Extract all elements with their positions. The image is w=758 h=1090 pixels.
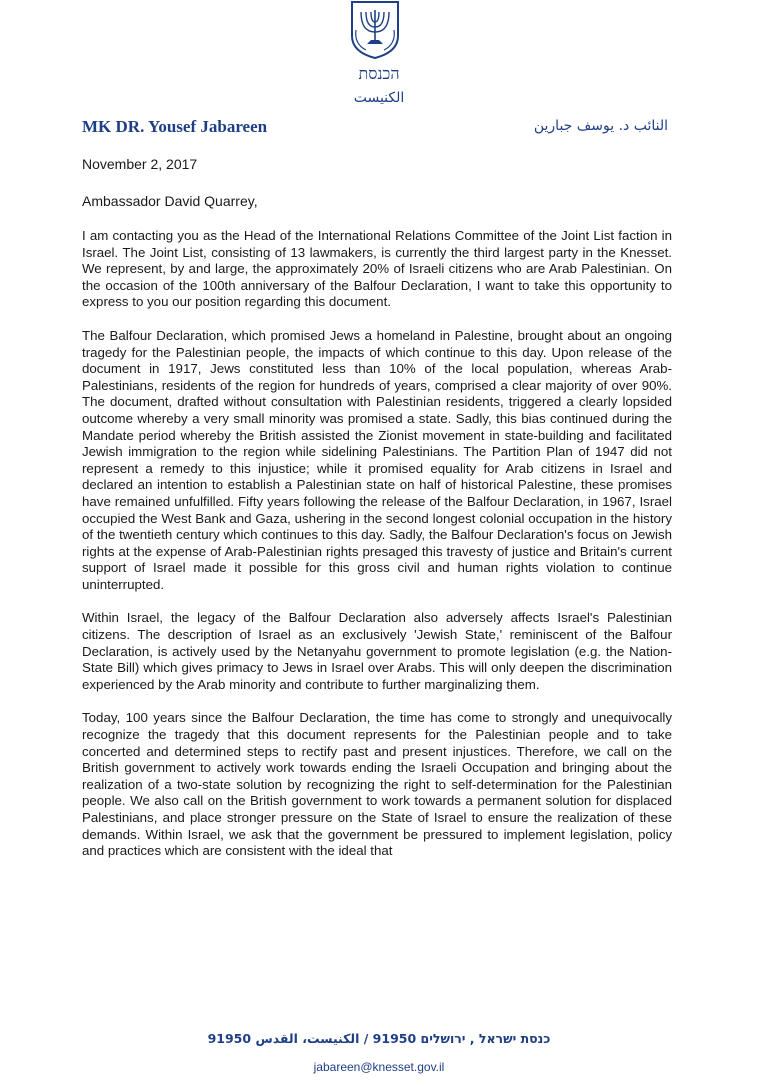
letter-date: November 2, 2017 bbox=[82, 156, 198, 172]
footer-email-link[interactable]: jabareen@knesset.gov.il bbox=[313, 1060, 445, 1074]
body-paragraph: Within Israel, the legacy of the Balfour Declaration also adversely affects Israel's Palestinian citizens. The description of Israel as an exclusively 'Jewish State,' reminiscent of the Balfour Declaration, is actively used by the Netanyahu government to promote legislation (e.g. the Nation-State Bill) which gives primacy to Jews in Israel over Arabs. This will only deepen the discrimination experienced by the Arab minority and contribute to further marginalizing them. bbox=[82, 610, 672, 692]
footer-address: כנסת ישראל , ירושלים 91950 / الكنيست، القدس 91950 bbox=[207, 1031, 551, 1046]
sender-name-english: MK DR. Yousef Jabareen bbox=[82, 117, 268, 136]
sender-name-arabic: النائب د. يوسف جبارين bbox=[533, 118, 668, 134]
body-paragraph: I am contacting you as the Head of the International Relations Committee of the Joint List faction in Israel. The Joint List, consisting of 13 lawmakers, is currently the third largest party in the Knesset. We represent, by and large, the approximately 20% of Israeli citizens who are Arab Palestinian. On the occasion of the 100th anniversary of the Balfour Declaration, I want to take this opportunity to express to you our position regarding this document. bbox=[82, 228, 672, 310]
body-paragraph: Today, 100 years since the Balfour Declaration, the time has come to strongly and unequivocally recognize the tragedy that this document represents for the Palestinian people and to take concerted and determined steps to rectify past and present injustices. Therefore, we call on the British government to actively work towards ending the Israeli Occupation and bringing about the realization of a two-state solution by recognizing the right to self-determination for the Palestinian people. We also call on the British government to work towards a permanent solution for displaced Palestinians, and place stronger pressure on the State of Israel to ensure the realization of these demands. Within Israel, we ask that the government be pressured to implement legislation, policy and practices which are consistent with the ideal that bbox=[82, 710, 672, 859]
body-paragraph: The Balfour Declaration, which promised Jews a homeland in Palestine, brought about an ongoing tragedy for the Palestinian people, the impacts of which continue to this day. Upon release of the document in 1917, Jews constituted less than 10% of the local population, whereas Arab-Palestinians, residents of the region for hundreds of years, comprised a clear majority of over 90%. The document, drafted without consultation with Palestinian residents, triggered a clearly lopsided outcome whereby a very small minority was promised a state. Sadly, this bias continued during the Mandate period whereby the British assisted the Zionist movement in state-building and facilitated Jewish immigration to the region while sidelining Palestinians. The Partition Plan of 1947 did not represent a remedy to this injustice; while it promised equality for Arab citizens in Israel and declared an intention to establish a Palestinian state on half of historical Palestine, these promises have remained unfulfilled. Fifty years following the release of the Balfour Declaration, in 1967, Israel occupied the West Bank and Gaza, ushering in the second longest colonial occupation in the history of the twentieth century which continues to this day. Sadly, the Balfour Declaration's focus on Jewish rights at the expense of Arab-Palestinian rights presaged this travesty of justice and Britain's current support of Israel made it possible for this gross civil and human rights violation to continue uninterrupted. bbox=[82, 327, 672, 592]
knesset-name-arabic: الكنيست bbox=[353, 90, 405, 106]
letter-body bbox=[82, 228, 672, 877]
letter-salutation: Ambassador David Quarrey, bbox=[82, 193, 258, 209]
knesset-name-hebrew: הכנסת bbox=[358, 64, 400, 83]
knesset-menorah-emblem-icon bbox=[346, 0, 404, 60]
